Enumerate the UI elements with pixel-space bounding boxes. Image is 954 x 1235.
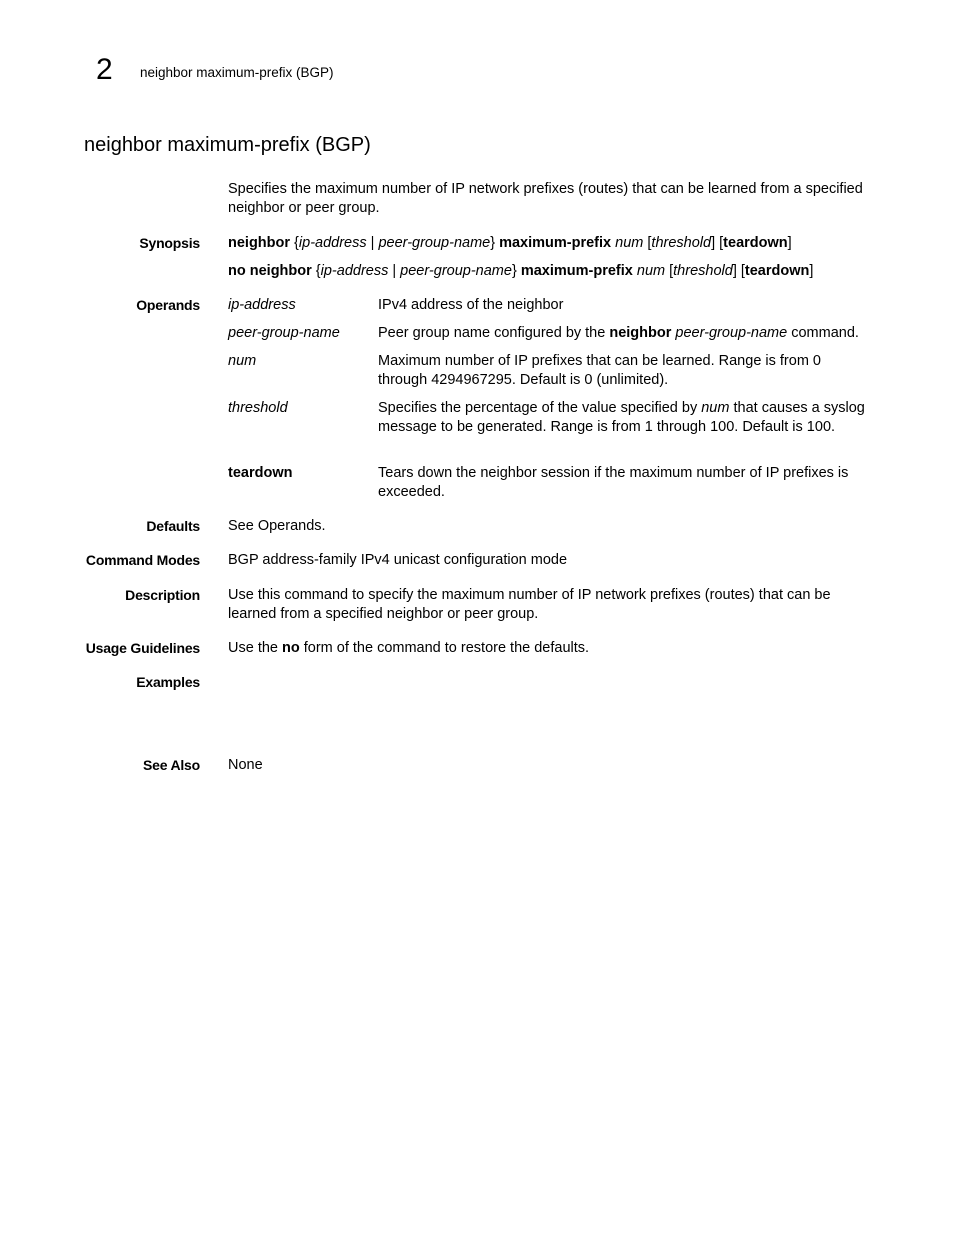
desc-text: Peer group name configured by the [378, 325, 610, 341]
param-threshold: threshold [673, 263, 733, 279]
param-num: num [636, 263, 666, 279]
syntax-punct: { [311, 263, 321, 279]
param-threshold: threshold [651, 235, 712, 251]
operand-desc: Tears down the neighbor session if the maximum number of IP prefixes is exceeded. [378, 465, 849, 500]
label-examples: Examples [136, 674, 200, 690]
syntax-punct: ] [787, 235, 792, 251]
operand-name: ip-address [228, 297, 296, 313]
defaults-text: See Operands. [228, 518, 326, 534]
kw-teardown: teardown [744, 263, 810, 279]
syntax-punct: | [366, 235, 379, 251]
operand-desc [378, 399, 868, 437]
kw-teardown: teardown [723, 235, 788, 251]
kw-no: no [282, 640, 300, 656]
kw-neighbor: neighbor [609, 325, 672, 341]
label-description: Description [125, 587, 200, 603]
label-usage-guidelines: Usage Guidelines [85, 640, 200, 656]
param-peer-group-name: peer-group-name [675, 325, 788, 341]
param-num: num [701, 400, 730, 416]
operand-name: threshold [228, 400, 288, 416]
syntax-punct: ] [ [711, 235, 724, 251]
desc-text: command. [787, 325, 859, 341]
synopsis-line-2 [228, 262, 868, 281]
syntax-punct: } [490, 235, 500, 251]
param-peer-group-name: peer-group-name [400, 263, 512, 279]
syntax-punct: ] [809, 263, 814, 279]
label-defaults: Defaults [146, 518, 200, 534]
description-text: Use this command to specify the maximum number of IP network prefixes (routes) that can be learned from a specified neighbor or peer group. [228, 587, 831, 622]
kw-neighbor: neighbor [228, 235, 291, 251]
operand-name: num [228, 353, 257, 369]
operand-name: peer-group-name [228, 325, 340, 341]
syntax-punct: [ [665, 263, 674, 279]
page-title: neighbor maximum-prefix (BGP) [84, 134, 371, 156]
param-num: num [615, 235, 644, 251]
syntax-punct: | [388, 263, 401, 279]
running-header: neighbor maximum-prefix (BGP) [140, 65, 334, 80]
kw-maximum-prefix: maximum-prefix [499, 235, 612, 251]
intro-text: Specifies the maximum number of IP network prefixes (routes) that can be learned from a specified neighbor or peer group. [228, 181, 863, 216]
syntax-punct: ] [ [732, 263, 745, 279]
param-peer-group-name: peer-group-name [378, 235, 491, 251]
param-ip-address: ip-address [320, 263, 389, 279]
kw-no-neighbor: no neighbor [228, 263, 312, 279]
label-command-modes: Command Modes [85, 552, 200, 568]
operand-name: teardown [228, 465, 293, 481]
label-see-also: See Also [142, 757, 200, 773]
syntax-punct: } [511, 263, 521, 279]
label-synopsis: Synopsis [139, 235, 200, 251]
usage-pre: Use the [228, 640, 282, 656]
param-ip-address: ip-address [298, 235, 367, 251]
operand-desc: Maximum number of IP prefixes that can be learned. Range is from 0 through 4294967295. Default is 0 (unlimited). [378, 353, 822, 388]
syntax-punct: { [290, 235, 299, 251]
desc-text: that causes a syslog message to be generated. Range is from 1 through 100. Default is 100. [378, 400, 865, 435]
operand-desc [378, 324, 868, 343]
usage-post: form of the command to restore the defaults. [299, 640, 590, 656]
syntax-punct: [ [643, 235, 652, 251]
chapter-number: 2 [96, 53, 113, 86]
desc-text: Specifies the percentage of the value specified by [378, 400, 702, 416]
see-also-text: None [228, 757, 263, 773]
label-operands: Operands [136, 297, 200, 313]
usage-text [228, 639, 868, 658]
operand-desc: IPv4 address of the neighbor [378, 297, 564, 313]
kw-maximum-prefix: maximum-prefix [520, 263, 633, 279]
command-modes-text: BGP address-family IPv4 unicast configuration mode [228, 552, 568, 568]
synopsis-line-1 [228, 234, 868, 253]
